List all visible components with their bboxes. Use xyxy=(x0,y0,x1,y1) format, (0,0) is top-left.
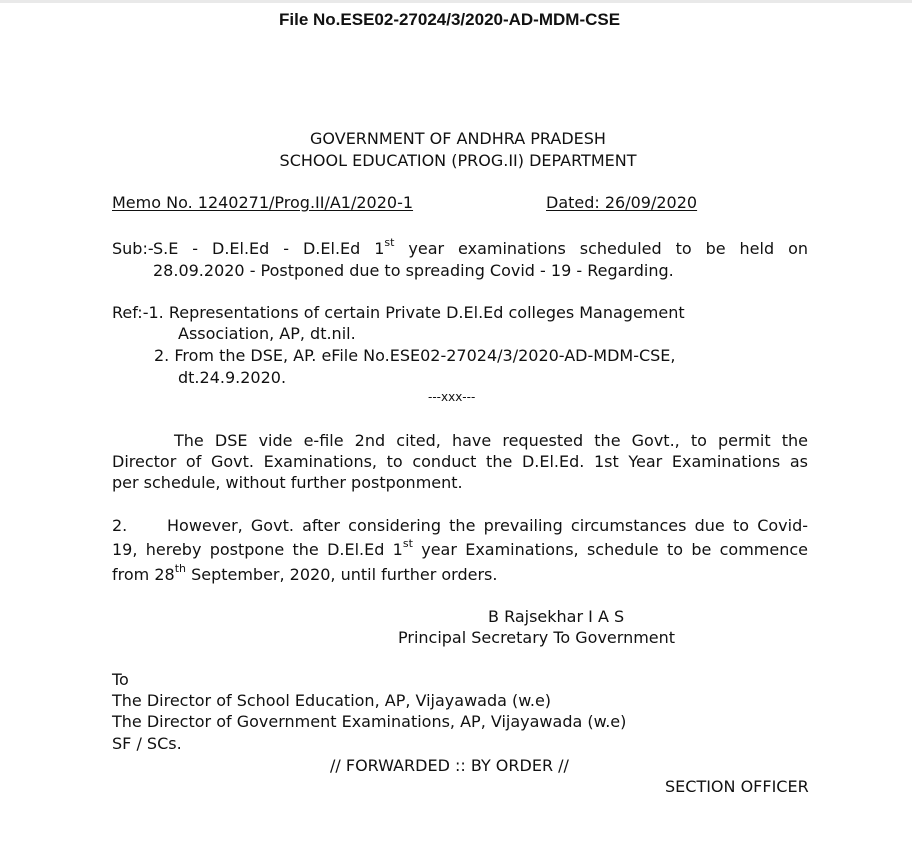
file-number: File No.ESE02-27024/3/2020-AD-MDM-CSE xyxy=(279,10,621,29)
subject-text-b: year examinations scheduled to be held on xyxy=(394,239,808,258)
paragraph-1-line-3: per schedule, without further postponment. xyxy=(112,473,463,492)
reference-1-line-2: Association, AP, dt.nil. xyxy=(178,324,356,343)
recipient-1: The Director of School Education, AP, Vijayawada (w.e) xyxy=(112,691,552,710)
paragraph-1-line-2: Director of Govt. Examinations, to conduct the D.El.Ed. 1st Year Examinations as xyxy=(112,452,808,471)
subject-text-a: S.E - D.El.Ed - D.El.Ed 1 xyxy=(153,239,385,258)
subject-line-1 xyxy=(153,235,808,258)
paragraph-2-line-3-superscript: th xyxy=(174,561,186,575)
paragraph-2-text-b: year Examinations, schedule to be commence xyxy=(412,540,808,559)
paragraph-2-superscript: st xyxy=(402,536,413,550)
paragraph-2-line-3-text-a: from 28 xyxy=(112,565,175,584)
subject-line-2: 28.09.2020 - Postponed due to spreading Covid - 19 - Regarding. xyxy=(153,261,674,280)
signatory-name: B Rajsekhar I A S xyxy=(488,607,625,626)
signatory-title: Principal Secretary To Government xyxy=(398,628,676,647)
department-heading: SCHOOL EDUCATION (PROG.II) DEPARTMENT xyxy=(279,151,637,170)
page-top-border xyxy=(0,0,912,3)
recipient-3: SF / SCs. xyxy=(112,734,182,753)
government-heading: GOVERNMENT OF ANDHRA PRADESH xyxy=(310,129,606,148)
forwarded-by-order: // FORWARDED :: BY ORDER // xyxy=(330,756,569,775)
memo-date: Dated: 26/09/2020 xyxy=(546,193,698,212)
paragraph-2-line-1: However, Govt. after considering the prevailing circumstances due to Covid- xyxy=(167,516,808,535)
recipient-2: The Director of Government Examinations, AP, Vijayawada (w.e) xyxy=(112,712,627,731)
subject-prefix: Sub:- xyxy=(112,239,154,258)
reference-2-line-2: dt.24.9.2020. xyxy=(178,368,287,387)
reference-1-line-1: Ref:-1. Representations of certain Private D.El.Ed colleges Management xyxy=(112,303,685,322)
paragraph-2-line-3-text-b: September, 2020, until further orders. xyxy=(185,565,498,584)
memo-number: Memo No. 1240271/Prog.II/A1/2020-1 xyxy=(112,193,414,212)
paragraph-1-line-1: The DSE vide e-file 2nd cited, have requested the Govt., to permit the xyxy=(174,431,808,450)
paragraph-2-number: 2. xyxy=(112,516,128,535)
paragraph-2-text-a: 19, hereby postpone the D.El.Ed 1 xyxy=(112,540,403,559)
subject-superscript: st xyxy=(384,235,395,249)
recipients-to: To xyxy=(112,670,129,689)
reference-2-line-1: 2. From the DSE, AP. eFile No.ESE02-27024/3/2020-AD-MDM-CSE, xyxy=(154,346,676,365)
paragraph-2-line-3 xyxy=(112,561,498,584)
paragraph-2-line-2 xyxy=(112,536,808,559)
section-officer: SECTION OFFICER xyxy=(665,777,809,796)
section-separator: ---xxx--- xyxy=(428,390,476,404)
